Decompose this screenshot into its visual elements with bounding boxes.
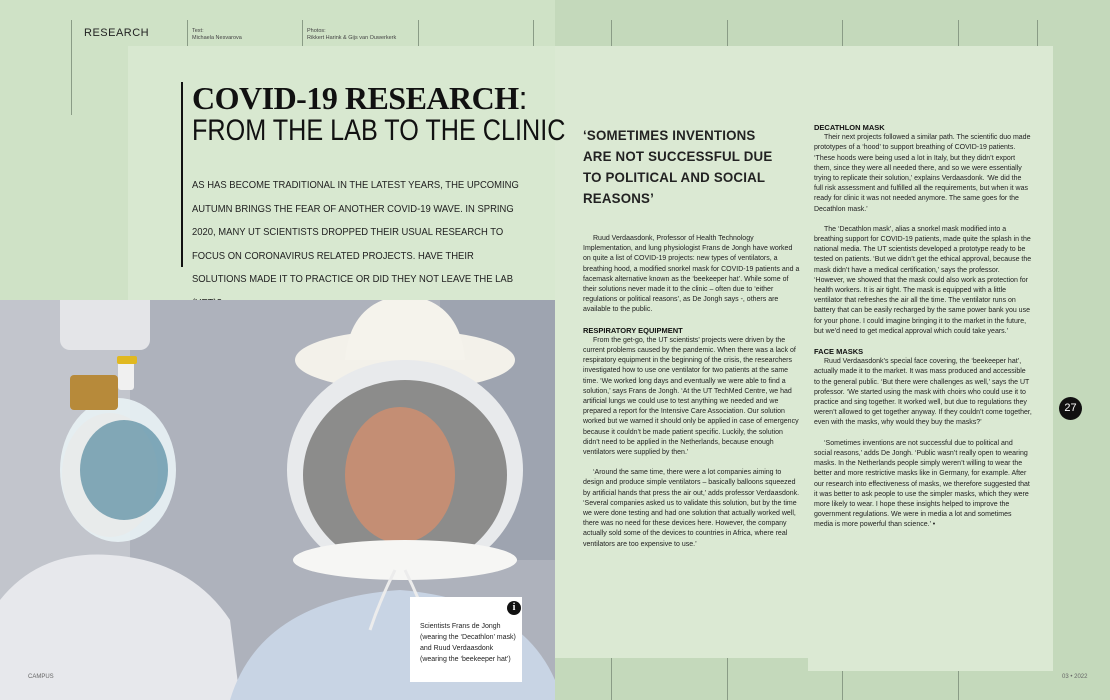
divider-line xyxy=(958,20,959,46)
section-label: RESEARCH xyxy=(84,27,150,39)
body-paragraph: Ruud Verdaasdonk’s special face covering, the ‘beekeeper hat’, actually made it to the market. It was mass produced and accessible to the general public. ‘But there were challenges as well,’ says the UT professor. ‘We started using the mask with choirs who could use it to practice and sing together. It worked well, but due to regulations they weren’t allowed to get together anyway. If they couldn’t come together, even with the masks, why would they buy the masks?’ xyxy=(814,358,1032,427)
body-paragraph: ‘Sometimes inventions are not successful due to political and social reasons,’ adds De Jongh. ‘Public wasn’t really open to wearing masks. In the Netherlands people simply weren’t willing to wear the better and more restrictive masks like in Germany, for example. After our research into effectiveness of masks, we therefore suggested that it was better to ask people to use the simpler masks, which they were more likely to wear. I hope these insights helped to improve the government regulations. We were in media a lot and sometimes media is more powerful than science.’ • xyxy=(814,439,1030,529)
text-credit-label: Text: xyxy=(192,28,204,34)
page-number-badge: 27 xyxy=(1059,397,1082,420)
photo-caption: Scientists Frans de Jongh (wearing the ‘Decathlon’ mask) and Ruud Verdaasdonk (wearing the ‘beekeeper hat’) xyxy=(420,623,516,663)
pull-quote: ‘SOMETIMES INVENTIONS ARE NOT SUCCESSFUL DUE TO POLITICAL AND SOCIAL REASONS’ xyxy=(583,127,773,206)
article-column-2 xyxy=(814,123,1032,531)
divider-line xyxy=(611,658,612,700)
divider-line xyxy=(533,20,534,46)
subheading-face-masks: FACE MASKS xyxy=(814,347,864,357)
divider-line xyxy=(842,671,843,700)
divider-line xyxy=(842,20,843,46)
text-credit xyxy=(192,28,242,42)
headline-rule xyxy=(181,82,183,267)
photo-credit xyxy=(307,28,396,42)
divider-line xyxy=(71,20,72,115)
body-paragraph: Their next projects followed a similar path. The scientific duo made prototypes of a ‘hood’ to support breathing of COVID-19 patients. ‘These hoods were being used a lot in Italy, but they didn’t export them, since they were all needed there, and so we were essentially trying to replicate their solution,’ explains Verdaasdonk. ‘We did the full risk assessment and fulfilled all the requirements, but when it was ready for clinic it was not needed anymore. The same goes for the Decathlon mask.’ xyxy=(814,134,1031,213)
page-title xyxy=(192,80,527,117)
page-subtitle: FROM THE LAB TO THE CLINIC xyxy=(192,114,566,147)
photo-credit-authors: Rikkert Harink & Gijs van Ouwerkerk xyxy=(307,35,397,41)
article-column-1 xyxy=(583,234,801,550)
text-credit-author: Michaela Nesvarova xyxy=(192,35,242,41)
divider-line xyxy=(727,20,728,46)
issue-number: 03 • 2022 xyxy=(1062,674,1088,680)
divider-line xyxy=(611,20,612,46)
divider-line xyxy=(958,671,959,700)
body-paragraph: ‘Around the same time, there were a lot companies aiming to design and produce simple ventilators – basically balloons squeezed by artificial hands that press the air out,’ adds professor Verdaasdonk. ‘Several companies asked us to validate this solution, but by the time we were done testing and had one solution that actually worked well, there was no need for these devices here. However, the company actually sold some of the devices to countries in Africa, where real ventilators are too expensive to use.’ xyxy=(583,469,800,548)
title-colon: : xyxy=(518,80,528,116)
divider-line xyxy=(187,20,188,46)
body-paragraph: Ruud Verdaasdonk, Professor of Health Technology Implementation, and lung physiologist Frans de Jongh have worked on quite a list of COVID-19 projects: new types of ventilators, a breathing hood, a modified snorkel mask for COVID-19 patients and a facemask alternative known as the ‘beekeeper hat’. While some of their solutions never made it to the clinic – often due to ‘either regulations or political reasons’, as De Jongh says -, others are available to the public. xyxy=(583,235,800,314)
divider-line xyxy=(727,658,728,700)
info-icon: i xyxy=(507,601,521,615)
title-bold: COVID-19 RESEARCH xyxy=(192,80,519,116)
subheading-respiratory-equipment: RESPIRATORY EQUIPMENT xyxy=(583,325,683,335)
body-paragraph: From the get-go, the UT scientists’ projects were driven by the current problems caused by the pandemic. When there was a lack of respiratory equipment in the beginning of the crisis, the researchers investigated how to use one ventilator for two patients at the same time. ‘We worked long days and eventually we were able to find a solution,’ says Frans de Jongh. ‘At the UT TechMed Centre, we had artificial lungs we could use to test anything we needed and we prepared a report for the Intensive Care Association. Our solution worked but we warned it should only be applied in case of emergency because it couldn’t be made patient specific. Luckily, the solution didn’t need to be applied in the Netherlands, because enough ventilators were supplied by then.’ xyxy=(583,336,799,457)
photo-credit-label: Photos: xyxy=(307,28,326,34)
intro-paragraph: AS HAS BECOME TRADITIONAL IN THE LATEST YEARS, THE UPCOMING AUTUMN BRINGS THE FEAR OF ANOTHER COVID-19 WAVE. IN SPRING 2020, MANY UT SCIENTISTS DROPPED THEIR USUAL RESEARCH TO FOCUS ON CORONAVIRUS RELATED PROJECTS. HAVE THEIR SOLUTIONS MADE IT TO PRACTICE OR DID THEY NOT LEAVE THE LAB xyxy=(192,179,519,285)
subheading-decathlon-mask: DECATHLON MASK xyxy=(814,123,885,132)
divider-line xyxy=(418,20,419,46)
divider-line xyxy=(302,20,303,46)
divider-line xyxy=(1037,20,1038,46)
body-paragraph: The ‘Decathlon mask’, alias a snorkel mask modified into a breathing support for COVID-19 patients, made quite the splash in the national media. The UT scientists developed a prototype ready to be tested on patients. ‘But we didn’t get the ethical approval, because the mask didn’t have a medical certification,’ says the professor. ‘However, we showed that the mask could also work as protection for health workers. It is air tight. The mask is equipped with a little ventilator that refreshes the air all the time. The ventilator runs on battery that can be easily recharged by the same power bank you use for your phone. I could imagine bringing it to the market in the future, but we’d need to get medical approval which could take years.’ xyxy=(814,225,1032,335)
magazine-name: CAMPUS xyxy=(28,674,54,680)
